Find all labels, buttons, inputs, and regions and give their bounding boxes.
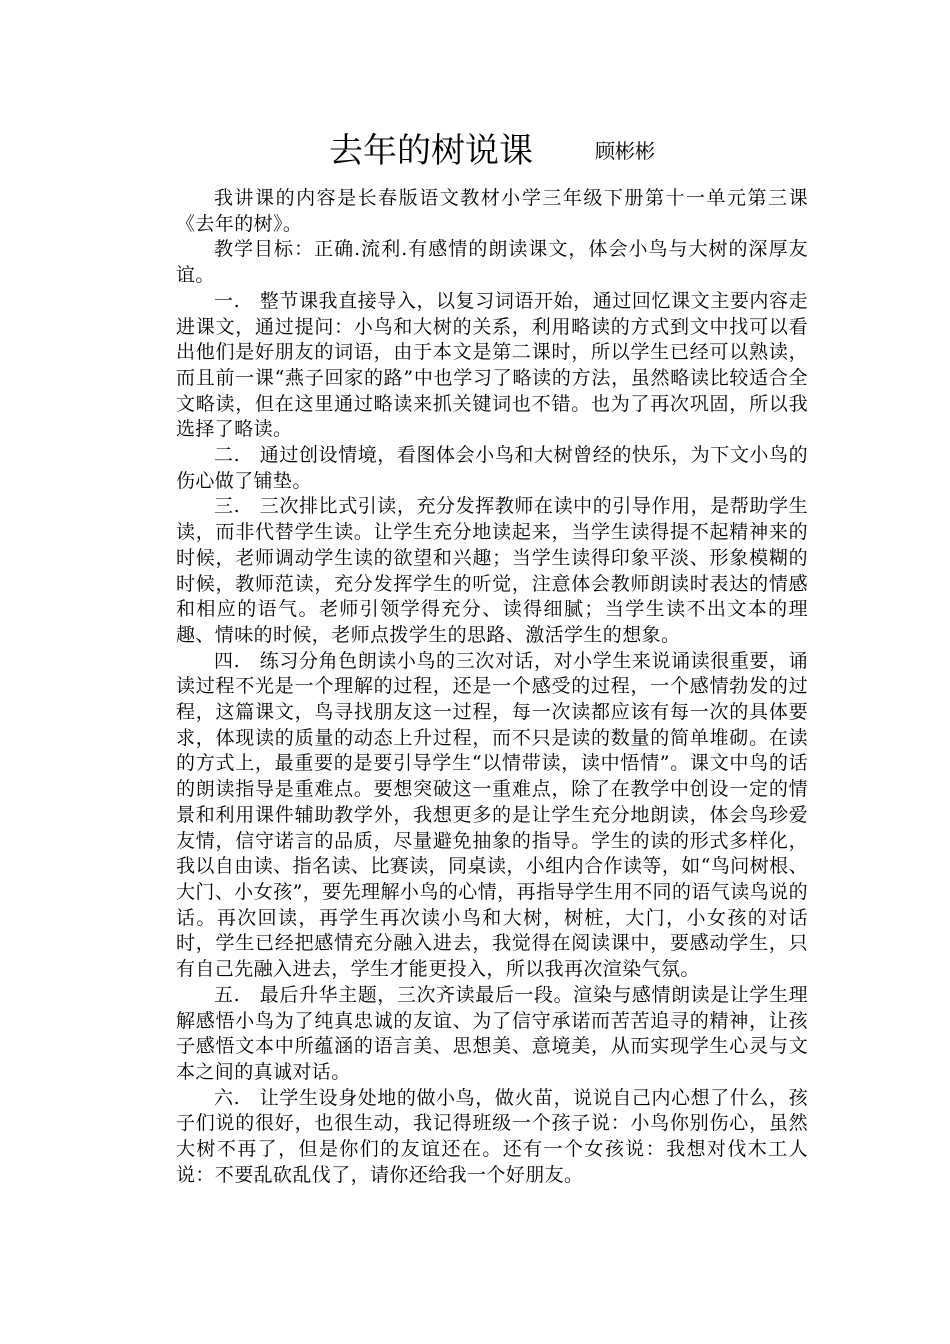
- paragraph-step-2: 二. 通过创设情境，看图体会小鸟和大树曾经的快乐，为下文小鸟的伤心做了铺垫。: [176, 444, 808, 492]
- paragraph-step-3: 三. 三次排比式引读，充分发挥教师在读中的引导作用，是帮助学生读，而非代替学生读。让学生充分地读起来，当学生读得提不起精神来的时候，老师调动学生读的欲望和兴趣；当学生读得印象平淡、形象模糊的时候，教师范读，充分发挥学生的听觉，注意体会教师朗读时表达的情感和相应的语气。老师引领学得充分、读得细腻；当学生读不出文本的理趣、情味的时候，老师点拨学生的思路、激活学生的想象。: [176, 495, 808, 646]
- document-author: 顾彬彬: [595, 139, 655, 163]
- title-line: [176, 128, 808, 180]
- paragraph-intro: 我讲课的内容是长春版语文教材小学三年级下册第十一单元第三课《去年的树》。: [176, 187, 808, 235]
- paragraph-step-5: 五. 最后升华主题，三次齐读最后一段。渲染与感情朗读是让学生理解感悟小鸟为了纯真忠诚的友谊、为了信守承诺而苦苦追寻的精神，让孩子感悟文本中所蕴涵的语言美、思想美、意境美，从而实现学生心灵与文本之间的真诚对话。: [176, 983, 808, 1083]
- paragraph-step-6: 六. 让学生设身处地的做小鸟，做火苗，说说自己内心想了什么，孩子们说的很好，也很生动，我记得班级一个孩子说：小鸟你别伤心，虽然大树不再了，但是你们的友谊还在。还有一个女孩说：我想对伐木工人说：不要乱砍乱伐了，请你还给我一个好朋友。: [176, 1086, 808, 1186]
- document-page: [176, 128, 808, 1188]
- document-title: 去年的树说课: [329, 131, 533, 171]
- paragraph-step-4: 四. 练习分角色朗读小鸟的三次对话，对小学生来说诵读很重要，诵读过程不光是一个理解的过程，还是一个感受的过程，一个感情勃发的过程，这篇课文，鸟寻找朋友这一过程，每一次读都应该有每一次的具体要求，体现读的质量的动态上升过程，而不只是读的数量的简单堆砌。在读的方式上，最重要的是要引导学生“以情带读，读中悟情”。课文中鸟的话的朗读指导是重难点。要想突破这一重难点，除了在教学中创设一定的情景和利用课件辅助教学外，我想更多的是让学生充分地朗读，体会鸟珍爱友情，信守诺言的品质，尽量避免抽象的指导。学生的读的形式多样化，我以自由读、指名读、比赛读，同桌读，小组内合作读等，如“鸟问树根、大门、小女孩”，要先理解小鸟的心情，再指导学生用不同的语气读鸟说的话。再次回读，再学生再次读小鸟和大树，树桩，大门，小女孩的对话时，学生已经把感情充分融入进去，我觉得在阅读课中，要感动学生，只有自己先融入进去，学生才能更投入，所以我再次渲染气氛。: [176, 649, 808, 981]
- paragraph-step-1: 一. 整节课我直接导入，以复习词语开始，通过回忆课文主要内容走进课文，通过提问：小鸟和大树的关系，利用略读的方式到文中找可以看出他们是好朋友的词语，由于本文是第二课时，所以学生已经可以熟读，而且前一课“燕子回家的路”中也学习了略读的方法，虽然略读比较适合全文略读，但在这里通过略读来抓关键词也不错。也为了再次巩固，所以我选择了略读。: [176, 289, 808, 441]
- paragraph-objective: 教学目标：正确.流利.有感情的朗读课文，体会小鸟与大树的深厚友谊。: [176, 238, 808, 287]
